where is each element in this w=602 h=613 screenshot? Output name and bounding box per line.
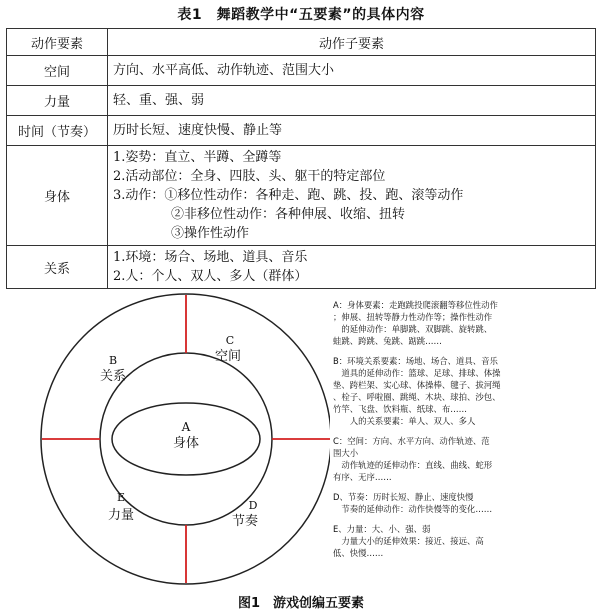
row-label-space: 空间 — [7, 56, 108, 86]
table-row — [7, 116, 596, 146]
row-label-relation: 关系 — [7, 246, 108, 289]
sub-line: ②非移位性动作：各种伸展、收缩、扭转 — [171, 207, 406, 222]
note-line: 人的关系要素：单人、双人、多人 — [333, 416, 476, 426]
center-letter: A — [181, 420, 191, 434]
note-line: D、节奏：历时长短、静止、速度快慢 — [333, 492, 474, 502]
table-row — [7, 56, 596, 86]
segment-label-relation: 关系 — [99, 369, 127, 384]
figure-caption: 图1 游戏创编五要素 — [237, 596, 365, 611]
note-line: 力量大小的延伸效果：接近、接远、高 — [333, 536, 484, 546]
note-relation — [333, 355, 599, 427]
row-content — [108, 86, 596, 116]
note-line: A：身体要素：走跑跳投爬滚翻等移位性动作 — [333, 300, 498, 310]
sub-line: 3.动作：①移位性动作：各种走、跑、跳、投、跑、滚等动作 — [113, 188, 464, 203]
segment-letter-d: D — [248, 499, 258, 512]
segment-letter-c: C — [225, 334, 235, 347]
note-line: ；伸展、扭转等静力性动作等；操作性动作 — [333, 312, 493, 322]
sub-line: 1.环境：场合、场地、道具、音乐 — [113, 250, 308, 265]
sub-line: 历时长短、速度快慢、静止等 — [113, 123, 283, 138]
note-line: 、栓子、呼啦圈、跳绳、木块、球拍、沙包、 — [333, 392, 501, 402]
segment-letter-e: E — [116, 491, 126, 504]
segment-letter-b: B — [108, 354, 118, 367]
segment-label-space: 空间 — [214, 349, 242, 364]
header-element: 动作要素 — [7, 29, 108, 56]
note-line: 垫、跨栏架、实心球、体操棒、毽子、拔河绳 — [333, 380, 501, 390]
row-content — [108, 146, 596, 246]
sub-line: 轻、重、强、弱 — [113, 93, 205, 108]
notes-panel — [333, 299, 599, 567]
figure-area — [0, 285, 602, 585]
segment-label-rhythm: 节奏 — [231, 514, 259, 529]
table-caption: 表1 舞蹈教学中“五要素”的具体内容 — [177, 7, 425, 23]
note-line: 动作轨迹的延伸动作：直线、曲线、蛇形 — [333, 460, 493, 470]
row-content — [108, 246, 596, 289]
table-row — [7, 86, 596, 116]
table-row — [7, 146, 596, 246]
note-line: 围大小 — [333, 448, 359, 458]
row-label-time: 时间（节奏） — [7, 116, 108, 146]
note-line: 低、快慢…… — [333, 548, 384, 558]
note-line: 有序、无序…… — [333, 472, 392, 482]
note-line: E、力量：大、小、强、弱 — [333, 524, 431, 534]
note-line: 节奏的延伸动作：动作快慢等的变化…… — [333, 504, 493, 514]
note-line: 的延伸动作：单脚跳、双脚跳、旋转跳、 — [333, 324, 493, 334]
center-label: 身体 — [172, 436, 200, 451]
elements-table — [6, 28, 596, 289]
table-row — [7, 246, 596, 289]
sub-line: ③操作性动作 — [171, 226, 250, 241]
row-content — [108, 56, 596, 86]
sub-line: 2.人：个人、双人、多人（群体） — [113, 269, 308, 284]
segment-label-force: 力量 — [107, 508, 135, 523]
row-label-body: 身体 — [7, 146, 108, 246]
header-sub-element: 动作子要素 — [108, 29, 596, 56]
note-line: B：环境关系要素：场地、场合、道具、音乐 — [333, 356, 498, 366]
table-header-row — [7, 29, 596, 56]
five-elements-diagram — [0, 285, 330, 585]
sub-line: 方向、水平高低、动作轨迹、范围大小 — [113, 63, 335, 78]
sub-line: 1.姿势：直立、半蹲、全蹲等 — [113, 150, 282, 165]
note-line: C：空间：方向、水平方向、动作轨迹、范 — [333, 436, 490, 446]
note-line: 道具的延伸动作：篮球、足球、排球、体操 — [333, 368, 501, 378]
row-label-force: 力量 — [7, 86, 108, 116]
row-content — [108, 116, 596, 146]
note-rhythm — [333, 491, 599, 515]
note-line: 蛙跳、跨跳、兔跳、踮跳…… — [333, 336, 442, 346]
note-space — [333, 435, 599, 483]
note-force — [333, 523, 599, 559]
note-body — [333, 299, 599, 347]
note-line: 竹竿、飞盘、饮料瓶、纸球、布…… — [333, 404, 467, 414]
sub-line: 2.活动部位：全身、四肢、头、躯干的特定部位 — [113, 169, 386, 184]
